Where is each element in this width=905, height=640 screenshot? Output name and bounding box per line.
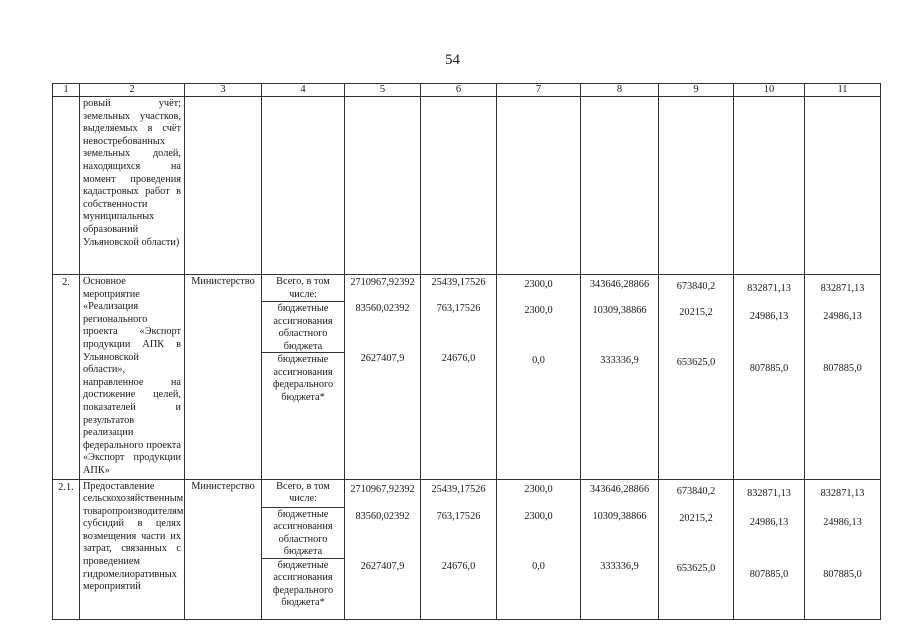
value-cell: 20215,2 [679, 512, 713, 524]
value-cell: 807885,0 [749, 363, 789, 374]
source-label: Всего, в том числе: [276, 276, 330, 300]
value-cell: 832871,13 [747, 487, 791, 499]
column-header: 11 [805, 84, 881, 97]
value-cell: 10309,38866 [592, 510, 647, 522]
table-row [53, 479, 881, 619]
value-cell: 832871,13 [820, 487, 865, 499]
column-header: 2 [80, 84, 185, 97]
column-header-row [53, 84, 881, 97]
table-row [53, 275, 881, 480]
value-cell: 0,0 [532, 560, 545, 572]
source-label: бюджетные ассигнования областного бюджета [262, 507, 344, 558]
value-cell: 2627407,9 [360, 560, 405, 572]
source-label: бюджетные ассигнования федерального бюджета* [262, 352, 344, 405]
value-cell: 2710967,92392 [350, 483, 415, 495]
value-cell: 24676,0 [441, 353, 476, 364]
value-cell: 24986,13 [823, 311, 862, 322]
value-cell: 25439,17526 [431, 483, 486, 495]
value-cell: 20215,2 [679, 307, 713, 318]
value-cell: 2627407,9 [360, 353, 405, 364]
value-cell: 24676,0 [441, 560, 476, 572]
value-cell: 807885,0 [823, 363, 862, 374]
value-cell: 832871,13 [820, 283, 865, 294]
source-label: бюджетные ассигнования областного бюджета [262, 301, 344, 352]
page-number: 54 [445, 52, 460, 68]
value-cell: 763,17526 [436, 303, 481, 314]
column-header: 10 [734, 84, 805, 97]
value-cell: 832871,13 [747, 283, 791, 294]
column-header: 1 [53, 84, 80, 97]
value-cell: 807885,0 [823, 568, 862, 580]
value-cell: 2300,0 [524, 305, 553, 316]
table-row [53, 97, 881, 275]
value-cell: 673840,2 [676, 281, 716, 292]
value-cell: 333336,9 [600, 560, 639, 572]
value-cell: 10309,38866 [592, 305, 647, 316]
source-label: бюджетные ассигнования федерального бюджета* [262, 558, 344, 611]
budget-table [52, 83, 881, 620]
row-executor: Министерство [185, 479, 262, 619]
column-header: 6 [421, 84, 497, 97]
value-cell: 807885,0 [749, 568, 789, 580]
value-cell: 2300,0 [524, 483, 553, 495]
column-header: 5 [345, 84, 421, 97]
value-cell: 24986,13 [823, 516, 862, 528]
column-header: 4 [262, 84, 345, 97]
column-header: 3 [185, 84, 262, 97]
value-cell: 333336,9 [600, 355, 639, 366]
value-cell: 0,0 [532, 355, 545, 366]
value-cell: 83560,02392 [355, 510, 410, 522]
column-header: 9 [659, 84, 734, 97]
value-cell: 2710967,92392 [350, 277, 415, 288]
value-cell: 25439,17526 [431, 277, 486, 288]
value-cell: 763,17526 [436, 510, 481, 522]
source-label: Всего, в том числе: [276, 480, 330, 505]
row-description: ровый учёт; земельных участков, выделяемых в счёт невостребованных земельных долей, находящихся на момент проведения кадастровых работ в собственности муниципальных образований Ульяновской области) [80, 97, 185, 275]
row-executor: Министерство [185, 275, 262, 480]
value-cell: 653625,0 [676, 357, 716, 368]
value-cell: 343646,28866 [589, 483, 650, 495]
column-header: 8 [581, 84, 659, 97]
column-header: 7 [497, 84, 581, 97]
row-description: Основное мероприятие «Реализация регионального проекта «Экспорт продукции АПК в Ульяновской области», направленное на достижение целей, показателей и результатов реализации федерального проекта «Экспорт продукции АПК» [80, 275, 185, 480]
row-description: Предоставление сельскохозяйственным товаропроизводителям субсидий в целях возмещения части их затрат, связанных с проведением гидромелиоративных мероприятий [80, 479, 185, 619]
value-cell: 653625,0 [676, 562, 716, 574]
value-cell: 673840,2 [676, 485, 716, 497]
value-cell: 24986,13 [749, 311, 789, 322]
row-number: 2. [53, 275, 80, 480]
value-cell: 83560,02392 [355, 303, 410, 314]
value-cell: 24986,13 [749, 516, 789, 528]
value-cell: 2300,0 [524, 510, 553, 522]
value-cell: 343646,28866 [589, 279, 650, 290]
value-cell: 2300,0 [524, 279, 553, 290]
row-number: 2.1. [53, 479, 80, 619]
